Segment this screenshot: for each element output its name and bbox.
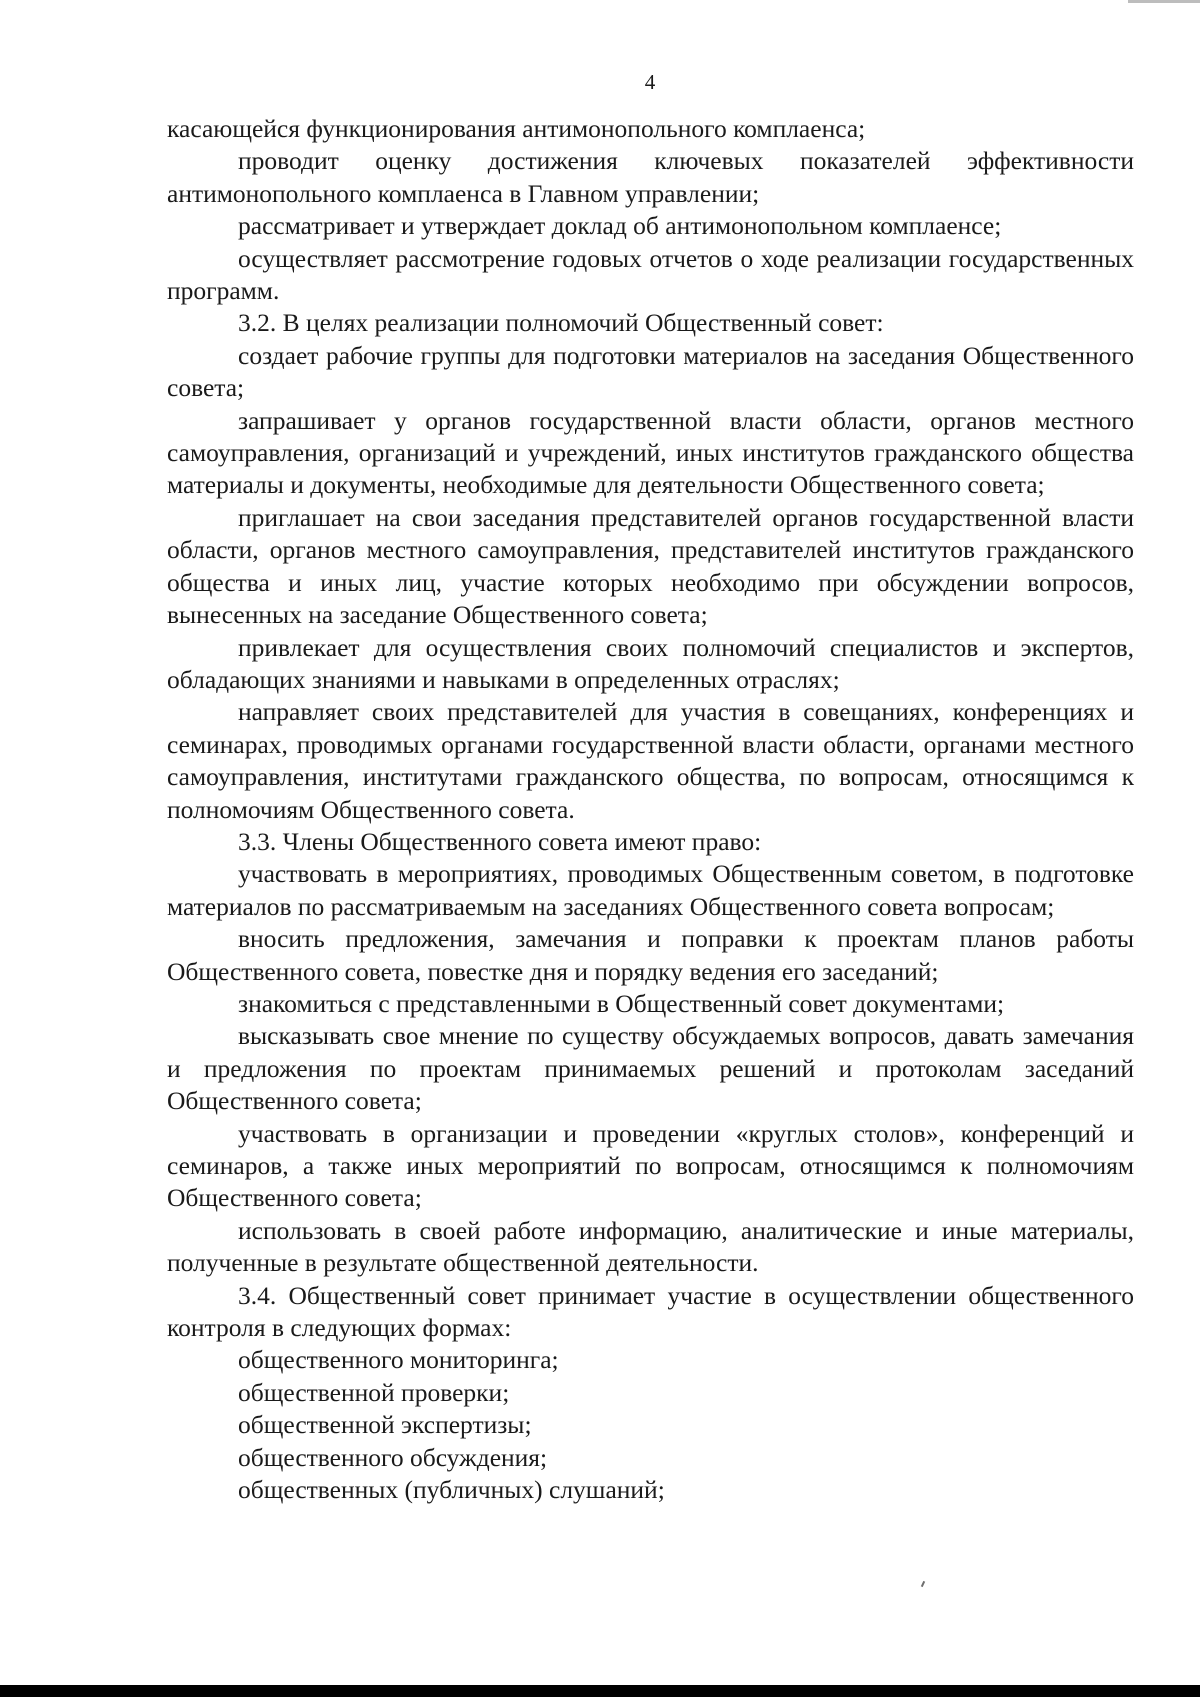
paragraph: создает рабочие группы для подготовки материалов на заседания Общественного совета;: [167, 340, 1134, 403]
paragraph: использовать в своей работе информацию, аналитические и иные материалы, полученные в результате общественной деятельности.: [167, 1215, 1134, 1278]
paragraph: привлекает для осуществления своих полномочий специалистов и экспертов, обладающих знаниями и навыками в определенных отраслях;: [167, 632, 1134, 694]
paragraph: касающейся функционирования антимонопольного комплаенса;: [167, 114, 866, 143]
list-item: общественной проверки;: [238, 1377, 510, 1407]
document-body: [167, 113, 1134, 1506]
paragraph: осуществляет рассмотрение годовых отчетов о ходе реализации государственных программ.: [167, 243, 1134, 306]
paragraph: рассматривает и утверждает доклад об антимонопольном комплаенсе;: [238, 211, 1002, 241]
list-item: общественной экспертизы;: [238, 1410, 532, 1440]
list-item: общественных (публичных) слушаний;: [238, 1475, 665, 1505]
paragraph: участвовать в мероприятиях, проводимых Общественным советом, в подготовке материалов по рассматриваемым на заседаниях Общественного совета вопросам;: [167, 859, 1134, 921]
section-heading: 3.3. Члены Общественного совета имеют право:: [238, 826, 762, 856]
scan-speck: [921, 1581, 925, 1587]
page-number: 4: [644, 70, 656, 94]
paragraph: приглашает на свои заседания представителей органов государственной власти области, органов местного самоуправления, представителей институтов гражданского общества и иных лиц, участие которых необходимо при обсуждении вопросов, вынесенных на заседание Общественного совета;: [167, 502, 1134, 630]
scan-edge: [1128, 0, 1200, 3]
paragraph: высказывать свое мнение по существу обсуждаемых вопросов, давать замечания и предложения по проектам принимаемых решений и протоколам заседаний Общественного совета;: [167, 1021, 1134, 1116]
list-item: общественного мониторинга;: [238, 1345, 559, 1375]
section-heading: 3.2. В целях реализации полномочий Общественный совет:: [238, 308, 884, 338]
paragraph: запрашивает у органов государственной власти области, органов местного самоуправления, организаций и учреждений, иных институтов гражданского общества материалы и документы, необходимые для деятельности Общественного совета;: [167, 405, 1134, 500]
section-heading: 3.4. Общественный совет принимает участие в осуществлении общественного контроля в следующих формах:: [167, 1280, 1134, 1343]
paragraph: вносить предложения, замечания и поправки к проектам планов работы Общественного совета, повестке дня и порядку ведения его заседаний;: [167, 924, 1134, 986]
paragraph: участвовать в организации и проведении «круглых столов», конференций и семинаров, а также иных мероприятий по вопросам, относящимся к полномочиям Общественного совета;: [167, 1118, 1134, 1213]
scan-border: [0, 1685, 1200, 1697]
paragraph: направляет своих представителей для участия в совещаниях, конференциях и семинарах, проводимых органами государственной власти области, органами местного самоуправления, институтами гражданского общества, по вопросам, относящимся к полномочиям Общественного совета.: [167, 697, 1134, 824]
paragraph: знакомиться с представленными в Общественный совет документами;: [238, 988, 1005, 1018]
paragraph: проводит оценку достижения ключевых показателей эффективности антимонопольного комплаенса в Главном управлении;: [167, 146, 1134, 208]
list-item: общественного обсуждения;: [238, 1442, 548, 1472]
